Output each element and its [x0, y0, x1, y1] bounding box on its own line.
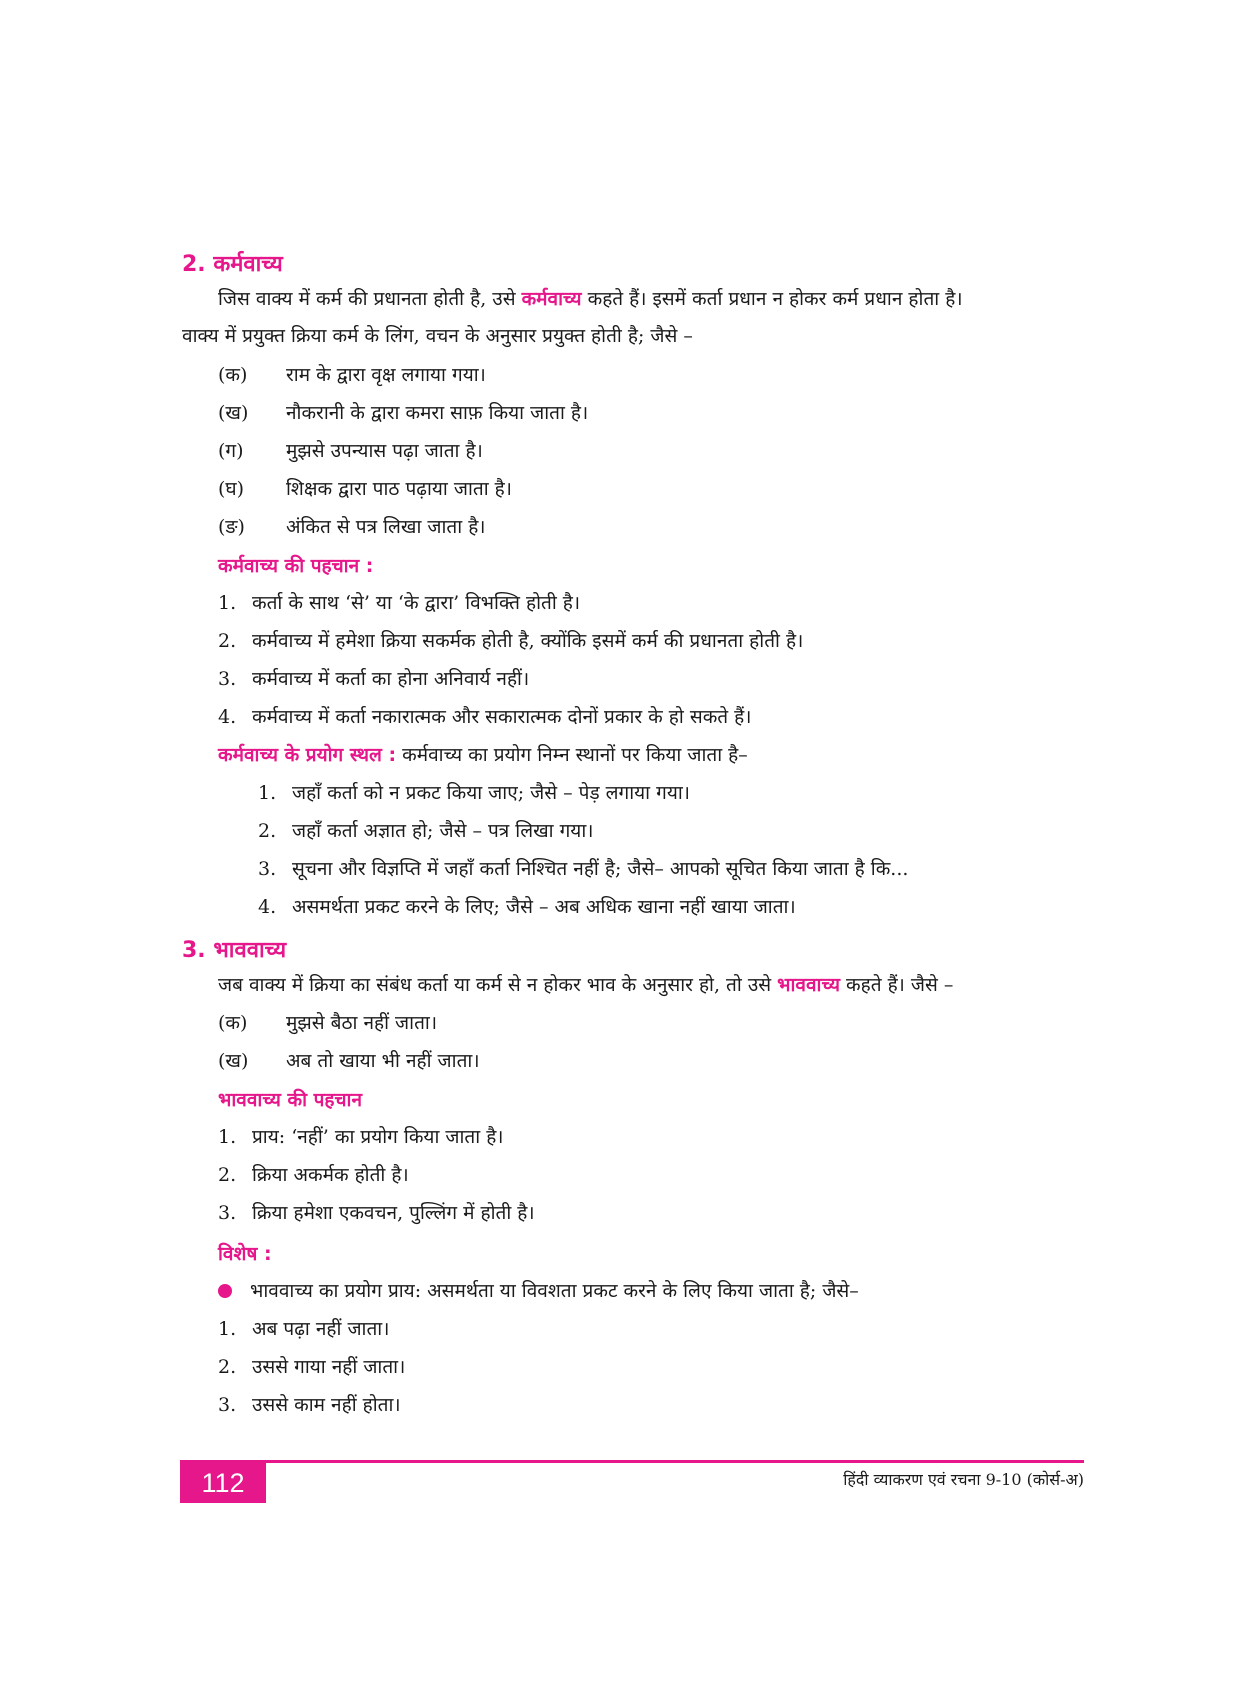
footer-divider	[180, 1460, 1084, 1463]
bhavavachya-identification-heading: भाववाच्य की पहचान	[218, 1089, 363, 1111]
list-item: 3. कर्मवाच्य में कर्ता का होना अनिवार्य नहीं।	[218, 668, 530, 690]
list-item: 2. जहाँ कर्ता अज्ञात हो; जैसे – पत्र लिखा गया।	[258, 820, 594, 842]
bullet-icon	[218, 1284, 232, 1298]
list-item: 3. सूचना और विज्ञप्ति में जहाँ कर्ता निश्चित नहीं है; जैसे– आपको सूचित किया जाता है कि...	[258, 858, 909, 880]
list-item: 1. अब पढ़ा नहीं जाता।	[218, 1318, 390, 1340]
section-3-heading: 3. भाववाच्य	[182, 938, 287, 963]
list-item: (ख) अब तो खाया भी नहीं जाता।	[218, 1050, 480, 1072]
list-item: 1. जहाँ कर्ता को न प्रकट किया जाए; जैसे – पेड़ लगाया गया।	[258, 782, 690, 804]
section-2-paragraph-line-1: जिस वाक्य में कर्म की प्रधानता होती है, उसे कर्मवाच्य कहते हैं। इसमें कर्ता प्रधान न होकर कर्म प्रधान होता है।	[218, 288, 963, 310]
list-item: (ख) नौकरानी के द्वारा कमरा साफ़ किया जाता है।	[218, 402, 589, 424]
term-bhavavachya: भाववाच्य	[777, 974, 840, 996]
section-3-paragraph: जब वाक्य में क्रिया का संबंध कर्ता या कर्म से न होकर भाव के अनुसार हो, तो उसे भाववाच्य कहते हैं। जैसे –	[218, 974, 954, 996]
page-number: 112	[180, 1463, 266, 1503]
special-note-heading: विशेष :	[218, 1243, 272, 1265]
list-item: 3. उससे काम नहीं होता।	[218, 1394, 401, 1416]
list-item: (ग) मुझसे उपन्यास पढ़ा जाता है।	[218, 440, 483, 462]
section-2-heading: 2. कर्मवाच्य	[182, 252, 283, 277]
list-item: 1. कर्ता के साथ ‘से’ या ‘के द्वारा’ विभक्ति होती है।	[218, 592, 581, 614]
karmavachya-usage-line: कर्मवाच्य के प्रयोग स्थल : कर्मवाच्य का प्रयोग निम्न स्थानों पर किया जाता है–	[218, 744, 748, 766]
bullet-note: भाववाच्य का प्रयोग प्राय: असमर्थता या विवशता प्रकट करने के लिए किया जाता है; जैसे–	[218, 1278, 859, 1304]
term-karmavachya: कर्मवाच्य	[521, 288, 582, 310]
list-item: (क) राम के द्वारा वृक्ष लगाया गया।	[218, 364, 486, 386]
list-item: 2. क्रिया अकर्मक होती है।	[218, 1164, 409, 1186]
list-item: (ङ) अंकित से पत्र लिखा जाता है।	[218, 516, 486, 538]
karmavachya-identification-heading: कर्मवाच्य की पहचान :	[218, 555, 374, 577]
list-item: 4. असमर्थता प्रकट करने के लिए; जैसे – अब अधिक खाना नहीं खाया जाता।	[258, 896, 796, 918]
section-2-paragraph-line-2: वाक्य में प्रयुक्त क्रिया कर्म के लिंग, वचन के अनुसार प्रयुक्त होती है; जैसे –	[182, 325, 693, 347]
list-item: 3. क्रिया हमेशा एकवचन, पुल्लिंग में होती है।	[218, 1202, 535, 1224]
list-item: 2. उससे गाया नहीं जाता।	[218, 1356, 406, 1378]
list-item: 2. कर्मवाच्य में हमेशा क्रिया सकर्मक होती है, क्योंकि इसमें कर्म की प्रधानता होती है।	[218, 630, 804, 652]
karmavachya-usage-heading: कर्मवाच्य के प्रयोग स्थल :	[218, 744, 397, 766]
list-item: (घ) शिक्षक द्वारा पाठ पढ़ाया जाता है।	[218, 478, 512, 500]
list-item: 1. प्राय: ‘नहीं’ का प्रयोग किया जाता है।	[218, 1126, 504, 1148]
list-item: 4. कर्मवाच्य में कर्ता नकारात्मक और सकारात्मक दोनों प्रकार के हो सकते हैं।	[218, 706, 752, 728]
list-item: (क) मुझसे बैठा नहीं जाता।	[218, 1012, 438, 1034]
book-title: हिंदी व्याकरण एवं रचना 9-10 (कोर्स-अ)	[843, 1470, 1084, 1489]
